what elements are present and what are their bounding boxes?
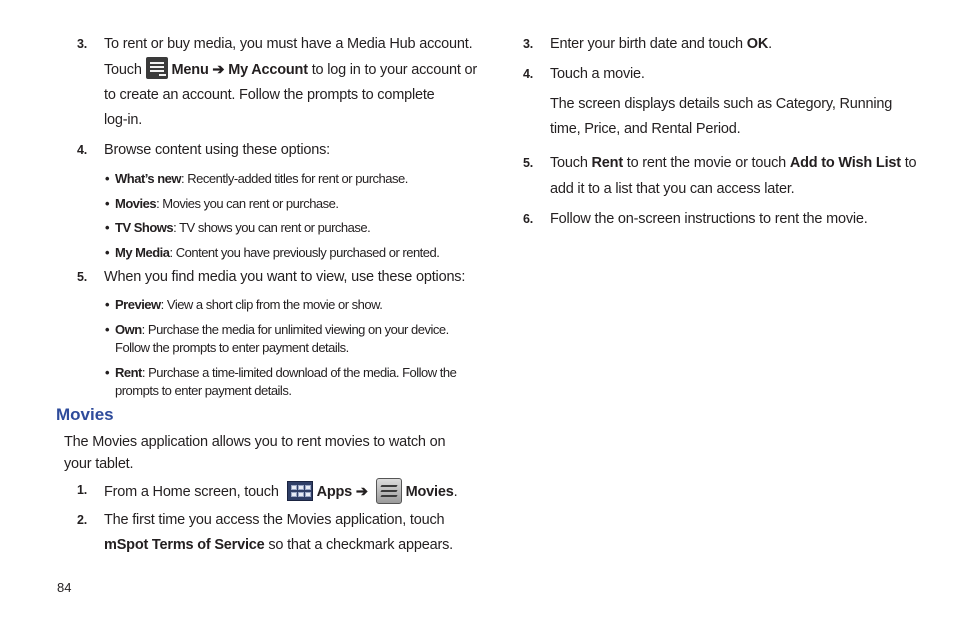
step-number: 3. xyxy=(523,37,534,51)
left-step-4 xyxy=(77,138,477,163)
bullet-desc: : Movies you can rent or purchase. xyxy=(156,196,339,211)
step-text: to log in to your account or xyxy=(307,62,477,78)
apps-icon xyxy=(287,481,313,501)
bullet-term: Preview xyxy=(115,297,161,312)
step-text: Touch xyxy=(104,62,142,78)
step-number: 6. xyxy=(523,212,534,226)
ok-label: OK xyxy=(746,36,769,52)
movies-label: Movies xyxy=(405,484,454,500)
step-text: so that a checkmark appears. xyxy=(264,537,453,553)
manual-page: 3. To rent or buy media, you must have a Media Hub account. Touch Menu ➔ My Account to log in to your account or to create an account. Follow the prompts to complete log-in. 4. Browse content using these options: • What’s new: Recently-added titles for rent or purchase. • Movies: Movies you can rent or purchase. • TV Shows: TV shows you can rent or purchase. • My Media: Content you have previously purchased or rented. 5. When you find media you want to view, use these options: • Preview: View a short clip from the movie or show. • Own: Purchase the media for unlimited viewing on your device. Follow the prompts to enter payment details. • Rent: Purchase a time-limited download of the media. Follow the prompts to enter payment details. Movies The Movies application allows you to rent movies to watch on your tablet. 1. From a Home screen, touch Apps ➔ Movies. 2. The first time you access the Movies application, touch mSpot Terms of Service so that a checkmark appears. 84 3. Enter your birth date and touch OK. 4. Touch a movie. The screen displays details such as Category, Running time, Price, and Rental Period. 5. Touch Rent to rent the movie or touch Add to Wish List to add it to a list that you can access later. 6. Follow the on-screen instructions to rent the movie. xyxy=(0,0,954,636)
right-step-5: 5. Touch Rent to rent the movie or touch Add to Wish List to add it to a list that you can access later. xyxy=(523,151,923,201)
section-heading: Movies xyxy=(56,405,114,424)
step-detail-line: The screen displays details such as Category, Running xyxy=(550,96,893,112)
movies-step-1: 1. From a Home screen, touch Apps ➔ Movies. xyxy=(77,478,477,503)
bullet-desc: : Content you have previously purchased or rented. xyxy=(169,245,440,260)
movies-icon xyxy=(376,478,402,504)
apps-label: Apps ➔ xyxy=(316,484,368,500)
step-text: From a Home screen, touch xyxy=(104,484,279,500)
bullet-term: Rent xyxy=(115,365,142,380)
bullet-desc-cont: prompts to enter payment details. xyxy=(115,383,292,398)
bullet-desc: : Purchase a time-limited download of the media. Follow the xyxy=(141,365,457,380)
step-text-line: To rent or buy media, you must have a Media Hub account. xyxy=(104,36,473,52)
step-number: 3. xyxy=(77,37,88,51)
step-text-line: The first time you access the Movies application, touch xyxy=(104,512,445,528)
intro-line: your tablet. xyxy=(64,456,134,472)
bullet-desc-cont: Follow the prompts to enter payment details. xyxy=(115,340,349,355)
step-text: Browse content using these options: xyxy=(104,142,330,158)
right-step-6 xyxy=(523,207,923,232)
intro-paragraph xyxy=(64,431,464,475)
step-text: When you find media you want to view, use these options: xyxy=(104,269,466,285)
bullet-term: What’s new xyxy=(115,171,182,186)
bullet-desc: : Purchase the media for unlimited viewing on your device. xyxy=(141,322,449,337)
movies-step-2 xyxy=(77,508,477,558)
bullet-desc: : TV shows you can rent or purchase. xyxy=(173,220,371,235)
wish-list-label: Add to Wish List xyxy=(789,155,901,171)
left-step-5 xyxy=(77,265,477,290)
menu-icon xyxy=(146,57,168,79)
right-step-4 xyxy=(523,62,923,142)
step-number: 2. xyxy=(77,513,88,527)
terms-label: mSpot Terms of Service xyxy=(104,537,265,553)
right-step-3: 3. Enter your birth date and touch OK. xyxy=(523,32,923,57)
step-number: 1. xyxy=(77,483,88,497)
left-step-3 xyxy=(77,32,477,132)
step-number: 4. xyxy=(77,143,88,157)
step-number: 5. xyxy=(77,270,88,284)
bullet-term: Own xyxy=(115,322,142,337)
step-text-line: to create an account. Follow the prompts to complete xyxy=(104,87,435,103)
bullet-term: Movies xyxy=(115,196,157,211)
bullet-term: My Media xyxy=(115,245,170,260)
page-number: 84 xyxy=(57,580,72,595)
bullet-term: TV Shows xyxy=(115,220,174,235)
step-text-line: log-in. xyxy=(104,112,143,128)
step-number: 5. xyxy=(523,156,534,170)
step-text: Follow the on-screen instructions to rent the movie. xyxy=(550,211,868,227)
bullet-desc: : View a short clip from the movie or show. xyxy=(160,297,383,312)
rent-label: Rent xyxy=(591,155,623,171)
step-text-line: add it to a list that you can access later. xyxy=(550,181,795,197)
menu-path: Menu ➔ My Account xyxy=(171,62,308,78)
intro-line: The Movies application allows you to rent movies to watch on xyxy=(64,434,446,450)
bullet-desc: : Recently-added titles for rent or purchase. xyxy=(181,171,408,186)
step-text-line: Touch a movie. xyxy=(550,66,645,82)
step-text: Enter your birth date and touch xyxy=(550,36,747,52)
step-number: 4. xyxy=(523,67,534,81)
step-detail-line: time, Price, and Rental Period. xyxy=(550,121,741,137)
